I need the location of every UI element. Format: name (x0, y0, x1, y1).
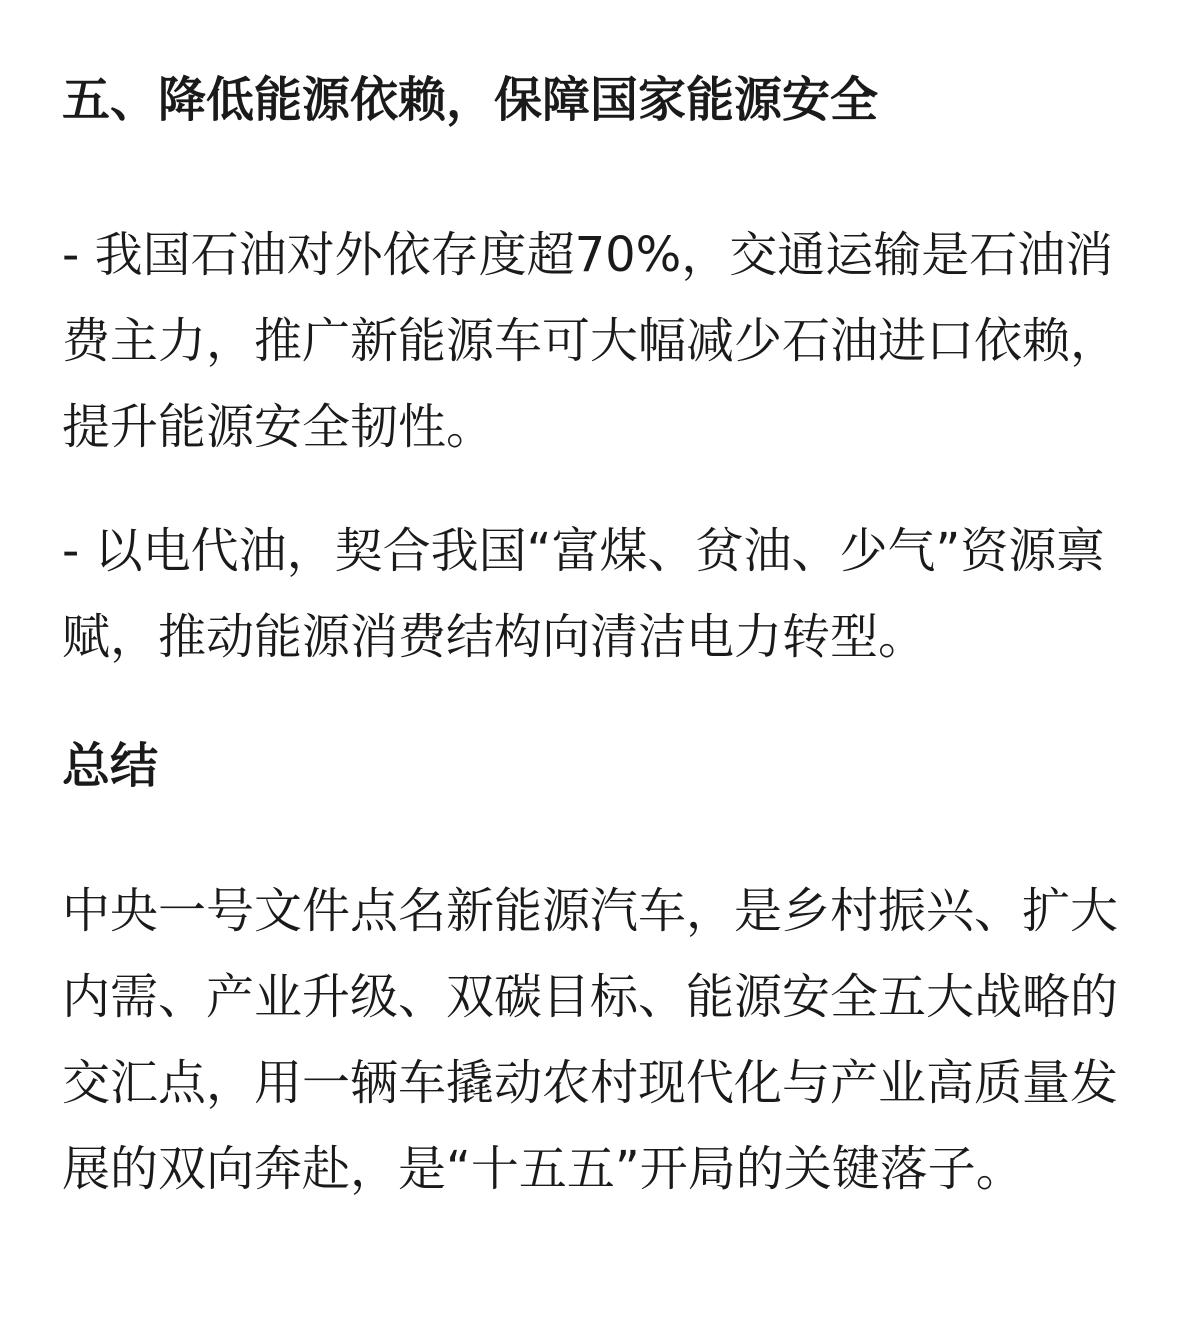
summary-paragraph: 中央一号文件点名新能源汽车，是乡村振兴、扩大内需、产业升级、双碳目标、能源安全五大战略的交汇点，用一辆车撬动农村现代化与产业高质量发展的双向奔赴，是“十五五”开局的关键落子。 (62, 883, 1119, 1197)
bullet-electricity-for-oil: - 以电代油，契合我国“富煤、贫油、少气”资源禀赋，推动能源消费结构向清洁电力转型。 (62, 523, 1105, 665)
section-5-heading: 五、降低能源依赖，保障国家能源安全 (62, 72, 879, 128)
bullet-oil-dependence: - 我国石油对外依存度超70%，交通运输是石油消费主力，推广新能源车可大幅减少石油进口依赖，提升能源安全韧性。 (62, 227, 1119, 455)
summary-heading: 总结 (62, 738, 159, 794)
article-body (62, 62, 1120, 1212)
